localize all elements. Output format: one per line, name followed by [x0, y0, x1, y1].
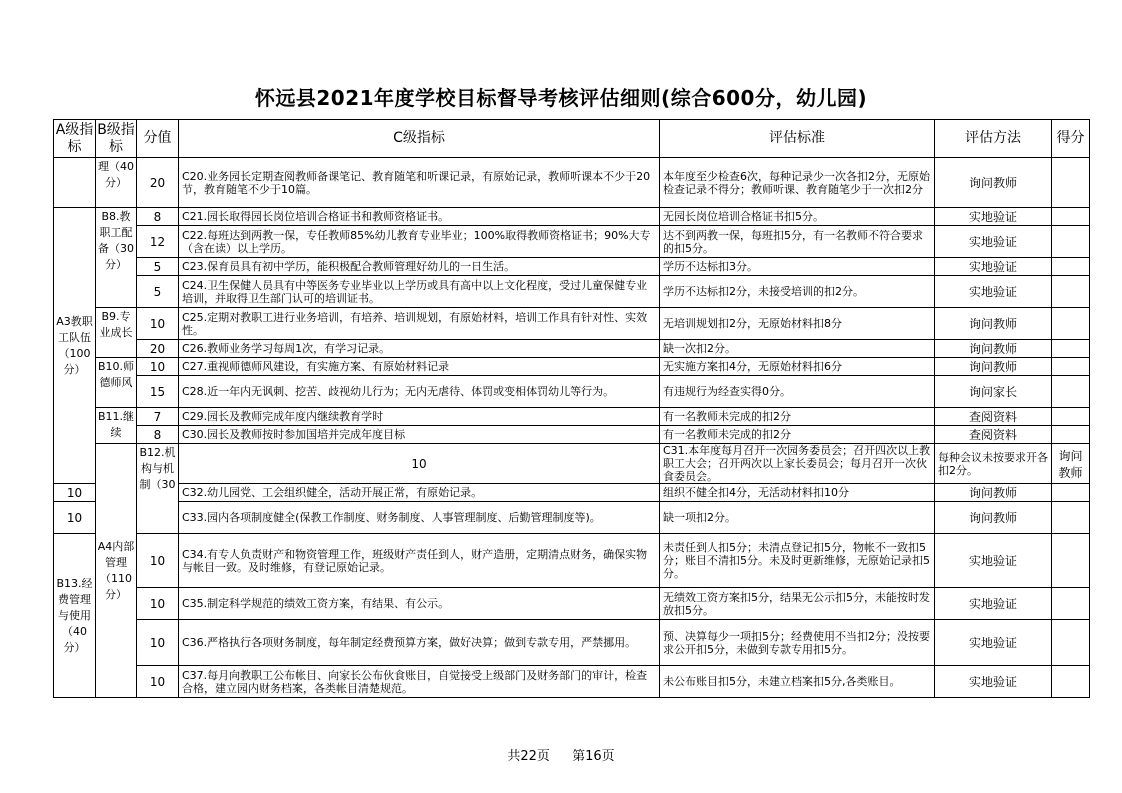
standard-cell: 有一名教师未完成的扣2分 [660, 408, 935, 426]
c-level-cell: C20.业务园长定期查阅教师备课笔记、教育随笔和听课记录，有原始记录，教师听课本不少于20节，教育随笔不少于10篇。 [179, 158, 660, 208]
got-score-cell [1052, 208, 1090, 226]
score-cell: 10 [137, 588, 179, 620]
got-score-cell [1052, 484, 1090, 502]
method-cell: 实地验证 [935, 666, 1052, 698]
table-row [54, 276, 1090, 308]
method-cell: 查阅资料 [935, 408, 1052, 426]
c-level-cell: C29.园长及教师完成年度内继续教育学时 [179, 408, 660, 426]
got-score-cell [1052, 666, 1090, 698]
header-b-level: B级指标 [96, 120, 137, 158]
score-cell: 10 [179, 444, 660, 484]
got-score-cell [1052, 426, 1090, 444]
table-row [54, 620, 1090, 666]
standard-cell: 学历不达标扣3分。 [660, 258, 935, 276]
method-cell: 实地验证 [935, 226, 1052, 258]
c-level-cell: C26.教师业务学习每周1次，有学习记录。 [179, 340, 660, 358]
table-row [54, 258, 1090, 276]
b-level-cell: B8.教职工配备（30分） [96, 208, 137, 308]
standard-cell: 每种会议未按要求开各扣2分。 [935, 444, 1052, 484]
got-score-cell [1052, 502, 1090, 534]
method-cell: 询问教师 [935, 358, 1052, 376]
method-cell: 询问教师 [935, 158, 1052, 208]
c-level-cell: C28.近一年内无讽刺、挖苦、歧视幼儿行为；无内无虐待、体罚或变相体罚幼儿等行为。 [179, 376, 660, 408]
got-score-cell [1052, 620, 1090, 666]
score-cell: 8 [137, 426, 179, 444]
table-row [54, 208, 1090, 226]
score-cell: 10 [137, 308, 179, 340]
table-row [54, 358, 1090, 376]
standard-cell: 未公布账目扣5分，未建立档案扣5分,各类账目。 [660, 666, 935, 698]
table-row [54, 340, 1090, 358]
table-row [54, 308, 1090, 340]
method-cell: 询问教师 [935, 502, 1052, 534]
header-method: 评估方法 [935, 120, 1052, 158]
score-cell: 10 [54, 484, 96, 502]
b-level-cell: B12.机构与机制（30 [137, 444, 179, 534]
method-cell: 询问家长 [935, 376, 1052, 408]
standard-cell: 本年度至少检查6次，每种记录少一次各扣2分，无原始检查记录不得分；教师听课、教育随笔少于一次扣2分 [660, 158, 935, 208]
score-cell: 10 [54, 502, 96, 534]
header-row [54, 120, 1090, 158]
c-level-cell: C27.重视师德师风建设，有实施方案、有原始材料记录 [179, 358, 660, 376]
header-c-level: C级指标 [179, 120, 660, 158]
header-a-level: A级指标 [54, 120, 96, 158]
score-cell: 12 [137, 226, 179, 258]
b-level-cell: B11.继续 [96, 408, 137, 444]
standard-cell: 无绩效工资方案扣5分，结果无公示扣5分，未能按时发放扣5分。 [660, 588, 935, 620]
page-title: 怀远县2021年度学校目标督导考核评估细则(综合600分，幼儿园) [254, 86, 868, 110]
table-row [54, 666, 1090, 698]
b-level-cell: B13.经费管理与使用（40分） [54, 534, 96, 698]
b-level-cell: B10.师德师风 [96, 358, 137, 408]
method-cell: 询问教师 [935, 484, 1052, 502]
standard-cell: 有一名教师未完成的扣2分 [660, 426, 935, 444]
method-cell: 实地验证 [935, 276, 1052, 308]
got-score-cell [1052, 376, 1090, 408]
c-level-cell: C33.园内各项制度健全(保教工作制度、财务制度、人事管理制度、后勤管理制度等)。 [179, 502, 660, 534]
standard-cell: 有违规行为经查实得0分。 [660, 376, 935, 408]
got-score-cell [1052, 358, 1090, 376]
header-got-score: 得分 [1052, 120, 1090, 158]
score-cell: 10 [137, 534, 179, 588]
standard-cell: 无园长岗位培训合格证书扣5分。 [660, 208, 935, 226]
table-row [54, 444, 1090, 484]
method-cell: 询问教师 [935, 308, 1052, 340]
a-level-cell: A3教职工队伍（100分） [54, 208, 96, 484]
c-level-cell: C35.制定科学规范的绩效工资方案，有结果、有公示。 [179, 588, 660, 620]
a-level-cell: A4内部管理（110分） [96, 444, 137, 698]
score-cell: 7 [137, 408, 179, 426]
method-cell: 实地验证 [935, 258, 1052, 276]
method-cell: 实地验证 [935, 588, 1052, 620]
c-level-cell: C37.每月向教职工公布帐目、向家长公布伙食账目，自觉接受上级部门及财务部门的审计，检查合格，建立园内财务档案，各类帐目清楚规范。 [179, 666, 660, 698]
current-page: 第16页 [572, 749, 615, 764]
a-level-cell-empty [54, 158, 96, 208]
c-level-cell: C31.本年度每月召开一次园务委员会；召开四次以上教职工大会；召开两次以上家长委员会；每月召开一次伙食委员会。 [660, 444, 935, 484]
table-row [54, 588, 1090, 620]
c-level-cell: C32.幼儿园党、工会组织健全，活动开展正常，有原始记录。 [179, 484, 660, 502]
standard-cell: 组织不健全扣4分，无活动材料扣10分 [660, 484, 935, 502]
got-score-cell [1052, 588, 1090, 620]
score-cell: 10 [137, 358, 179, 376]
page-footer [0, 745, 1122, 764]
method-cell: 实地验证 [935, 208, 1052, 226]
method-cell: 实地验证 [935, 620, 1052, 666]
score-cell: 10 [137, 620, 179, 666]
total-pages: 共22页 [507, 749, 550, 764]
got-score-cell [1052, 408, 1090, 426]
standard-cell: 学历不达标扣2分，未接受培训的扣2分。 [660, 276, 935, 308]
standard-cell: 缺一项扣2分。 [660, 502, 935, 534]
standard-cell: 缺一次扣2分。 [660, 340, 935, 358]
method-cell: 询问教师 [1052, 444, 1090, 484]
got-score-cell [1052, 226, 1090, 258]
got-score-cell [1052, 308, 1090, 340]
c-level-cell: C34.有专人负责财产和物资管理工作，班级财产责任到人，财产造册，定期清点财务，确保实物与帐目一致。及时维修，有登记原始记录。 [179, 534, 660, 588]
got-score-cell [1052, 158, 1090, 208]
table-row [54, 376, 1090, 408]
score-cell: 5 [137, 276, 179, 308]
header-standard: 评估标准 [660, 120, 935, 158]
got-score-cell [1052, 534, 1090, 588]
standard-cell: 未责任到人扣5分；未清点登记扣5分，物帐不一致扣5分；账目不清扣5分。未及时更新维修，无原始记录扣5分。 [660, 534, 935, 588]
score-cell: 15 [137, 376, 179, 408]
c-level-cell: C30.园长及教师按时参加国培并完成年度目标 [179, 426, 660, 444]
method-cell: 实地验证 [935, 534, 1052, 588]
standard-cell: 无培训规划扣2分，无原始材料扣8分 [660, 308, 935, 340]
table-row [54, 534, 1090, 588]
b-level-cell: 理（40分） [96, 158, 137, 208]
standard-cell: 无实施方案扣4分，无原始材料扣6分 [660, 358, 935, 376]
header-score: 分值 [137, 120, 179, 158]
table-row [54, 502, 1090, 534]
table-row [54, 158, 1090, 208]
table-row [54, 484, 1090, 502]
score-cell: 20 [137, 158, 179, 208]
c-level-cell: C22.每班达到两教一保，专任教师85%幼儿教育专业毕业；100%取得教师资格证书；90%大专（含在读）以上学历。 [179, 226, 660, 258]
c-level-cell: C23.保育员具有初中学历，能积极配合教师管理好幼儿的一日生活。 [179, 258, 660, 276]
method-cell: 查阅资料 [935, 426, 1052, 444]
got-score-cell [1052, 340, 1090, 358]
score-cell: 8 [137, 208, 179, 226]
got-score-cell [1052, 258, 1090, 276]
got-score-cell [1052, 276, 1090, 308]
table-row [54, 426, 1090, 444]
c-level-cell: C25.定期对教职工进行业务培训，有培养、培训规划，有原始材料，培训工作具有针对性、实效性。 [179, 308, 660, 340]
table-row [54, 226, 1090, 258]
score-cell: 20 [137, 340, 179, 358]
evaluation-table [53, 119, 1090, 698]
c-level-cell: C21.园长取得园长岗位培训合格证书和教师资格证书。 [179, 208, 660, 226]
score-cell: 10 [137, 666, 179, 698]
standard-cell: 达不到两教一保，每班扣5分，有一名教师不符合要求的扣5分。 [660, 226, 935, 258]
b-level-cell: B9.专业成长 [96, 308, 137, 358]
table-row [54, 408, 1090, 426]
c-level-cell: C24.卫生保健人员具有中等医务专业毕业以上学历或具有高中以上文化程度，受过儿童保健专业培训，并取得卫生部门认可的培训证书。 [179, 276, 660, 308]
c-level-cell: C36.严格执行各项财务制度，每年制定经费预算方案，做好决算；做到专款专用，严禁挪用。 [179, 620, 660, 666]
score-cell: 5 [137, 258, 179, 276]
standard-cell: 预、决算每少一项扣5分；经费使用不当扣2分；没按要求公开扣5分，未做到专款专用扣5分。 [660, 620, 935, 666]
method-cell: 询问教师 [935, 340, 1052, 358]
